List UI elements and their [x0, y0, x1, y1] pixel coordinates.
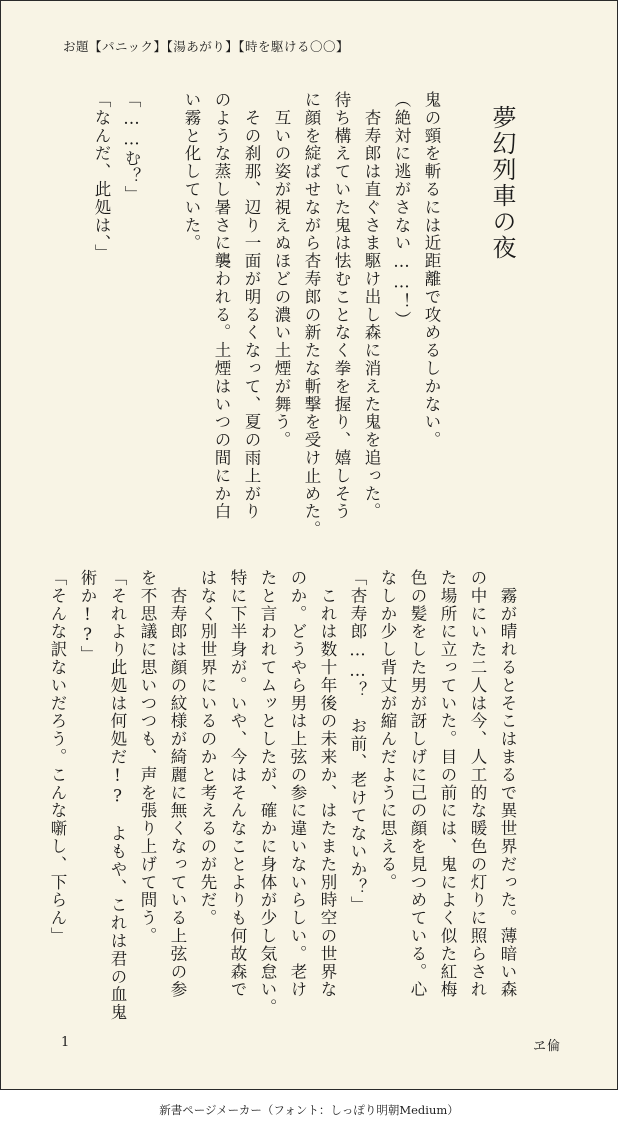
- page-header-prompts: お題【パニック】【湯あがり】【時を駆ける〇〇】: [63, 39, 350, 54]
- upper-text-block: 鬼の頸を斬るには近距離で攻めるしかない。 （絶対に逃がさない……！） 杏寿郎は直ぐさま駆け出し森に消えた鬼を追った。 待ち構えていた鬼は怯むことなく拳を握り、嬉しそう に顔を綻ばせながら杏寿郎の新たな斬撃を受け止めた。 互いの姿が視えぬほどの濃い土煙が舞う。 その刹那、辺り一面が明るくなって、夏の雨上がり のような蒸し暑さに襲われる。土煙はいつの間にか白 い霧と化していた。 「……む？」 「なんだ、此処は、」: [92, 91, 441, 539]
- lower-text-block: 霧が晴れるとそこはまるで異世界だった。薄暗い森 の中にいた二人は今、人工的な暖色の灯りに照らされ た場所に立っていた。目の前には、鬼によく似た紅梅 色の髪をした男が訝しげに己の顔を見つめている。心 なしか少し背丈が縮んだように思える。 「杏寿郎……？ お前、老けてないか？」 これは数十年後の未来か、はたまた別時空の世界な のか。どうやら男は上弦の参に違いないらしい。老け たと言われてムッとしたが、確かに身体が少し気怠い。 特に下半身が。いや、今はそんなことよりも何故森で はなく別世界にいるのかと考えるのが先だ。 杏寿郎は顔の紋様が綺麗に無くなっている上弦の参 を不思議に思いつつも、声を張り上げて問う。 「それより此処は何処だ!? よもや、これは君の血鬼 術か!?」 「そんな訳ないだろう。こんな噺し、下らん」: [48, 569, 517, 1022]
- story-title: 夢幻列車の夜: [488, 105, 516, 261]
- page-number: 1: [61, 1035, 70, 1050]
- author-name: ヱ倫: [532, 1039, 561, 1054]
- generator-credit: 新書ページメーカー（フォント：しっぽり明朝Medium）: [159, 1103, 459, 1117]
